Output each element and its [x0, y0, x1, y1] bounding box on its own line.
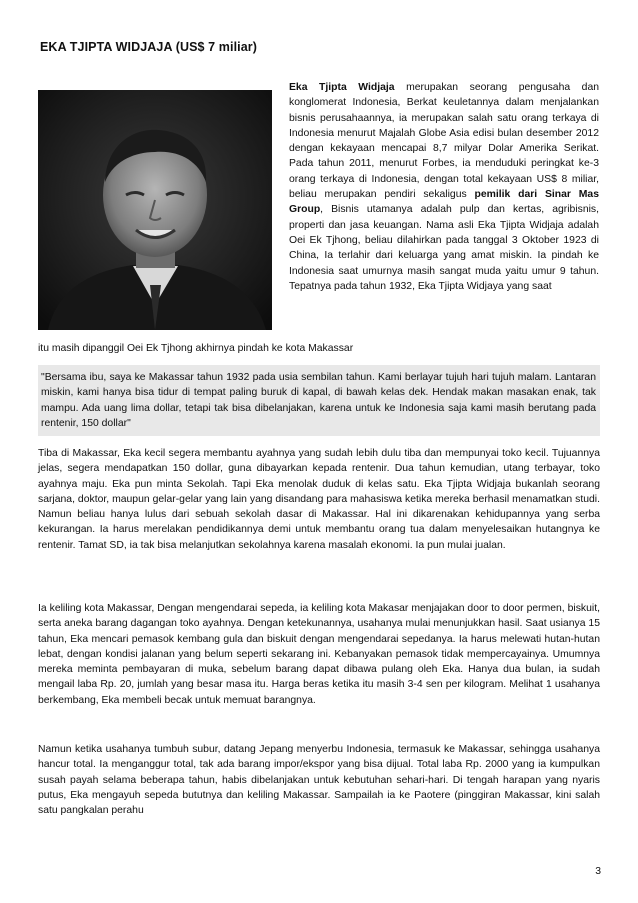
- intro-paragraph: [289, 80, 599, 294]
- paragraph-3: Namun ketika usahanya tumbuh subur, datang Jepang menyerbu Indonesia, termasuk ke Makassar, sehingga usahanya hancur total. Ia menganggur total, tak ada barang impor/ekspor yang bisa dijual. Total laba Rp. 2000 yang ia kumpulkan susah payah selama beberapa tahun, habis dibelanjakan untuk kebutuhan sehari-hari. Di tengah harapan yang nyaris putus, Eka mengayuh sepeda bututnya dan keliling Makassar. Sampailah ia ke Paotere (pinggiran Makassar, kini salah satu pangkalan perahu: [38, 744, 600, 817]
- subject-name: Eka Tjipta Widjaja: [289, 82, 395, 93]
- page-title: EKA TJIPTA WIDJAJA (US$ 7 miliar): [40, 40, 257, 54]
- intro-text-part1: merupakan seorang pengusaha dan konglomerat Indonesia, Berkat keuletannya dalam menjalankan bisnis perusahaannya, ia merupakan salah satu orang terkaya di Indonesia menurut Majalah Globe Asia edisi bulan desember 2012 dengan kekayaan mencapai 8,7 milyar Dolar Amerika Serikat. Pada tahun 2011, menurut Forbes, ia menduduki peringkat ke-3 orang terkaya di Indonesia, dengan total kekayaan US$ 8 miliar, beliau merupakan pendiri sekaligus: [289, 82, 600, 201]
- portrait-photo: [38, 90, 272, 330]
- portrait-image: [38, 90, 272, 330]
- quote-block: "Bersama ibu, saya ke Makassar tahun 1932 pada usia sembilan tahun. Kami berlayar tujuh hari tujuh malam. Lantaran miskin, kami hanya bisa tidur di tempat paling buruk di kapal, di bawah kelas dek. Hendak makan masakan enak, tak mampu. Ada uang lima dollar, tetapi tak bisa dibelanjakan, karena untuk ke Indonesia saja kami masih berutang pada rentenir, 150 dollar": [38, 365, 600, 436]
- paragraph-2: Ia keliling kota Makassar, Dengan mengendarai sepeda, ia keliling kota Makasar menjajakan door to door permen, biskuit, serta aneka barang dagangan toko ayahnya. Dengan ketekunannya, usahanya mulai menunjukkan hasil. Saat usianya 15 tahun, Eka mencari pemasok kembang gula dan biskuit dengan mengendarai sepedanya. Ia harus melewati hutan-hutan lebat, dengan kondisi jalanan yang belum seperti sekarang ini. Kebanyakan pemasok tidak mempercayainya. Umumnya mereka meminta pembayaran di muka, sebelum barang dapat dibawa pulang oleh Eka. Hanya dua bulan, ia sudah mengail laba Rp. 20, jumlah yang besar masa itu. Harga beras ketika itu masih 3-4 sen per kilogram. Melihat 1 usahanya berkembang, Eka membeli becak untuk memuat barangnya.: [38, 603, 600, 706]
- paragraph-1: Tiba di Makassar, Eka kecil segera membantu ayahnya yang sudah lebih dulu tiba dan mempunyai toko kecil. Tujuannya jelas, segera mendapatkan 150 dollar, guna dibayarkan kepada rentenir. Dua tahun kemudian, utang terbayar, toko ayahnya maju. Eka pun minta Sekolah. Tapi Eka menolak duduk di kelas satu. Eka Tjipta Widjaja bukanlah seorang sarjana, doktor, maupun gelar-gelar yang lain yang disandang para mahasiswa ketika mereka berhasil menamatkan studi. Namun beliau hanya lulus dari sebuah sekolah dasar di Makassar. Hal ini dikarenakan kehidupannya yang serba kekurangan. Ia harus merelakan pendidikannya demi untuk membantu orang tua dalam menyelesaikan hutangnya ke rentenir. Tamat SD, ia tak bisa melanjutkan sekolahnya karena masalah ekonomi. Ia pun mulai jualan.: [38, 448, 600, 551]
- page-number: 3: [595, 866, 601, 877]
- intro-text-part2: , Bisnis utamanya adalah pulp dan kertas, agribisnis, properti dan jasa keuangan. Nama asli Eka Tjipta Widjaja adalah Oei Ek Tjhong, beliau dilahirkan pada tanggal 3 Oktober 1923 di China, Ia terlahir dari keluarga yang amat miskin. Ia pindah ke Indonesia saat umurnya masih sangat muda yaitu umur 9 tahun. Tepatnya pada tahun 1932, Eka Tjipta Widjaya yang saat: [289, 204, 599, 292]
- intro-paragraph-tail: itu masih dipanggil Oei Ek Tjhong akhirnya pindah ke kota Makassar: [38, 343, 354, 354]
- company-highlight: pemilik dari Sinar Mas Group: [289, 189, 599, 216]
